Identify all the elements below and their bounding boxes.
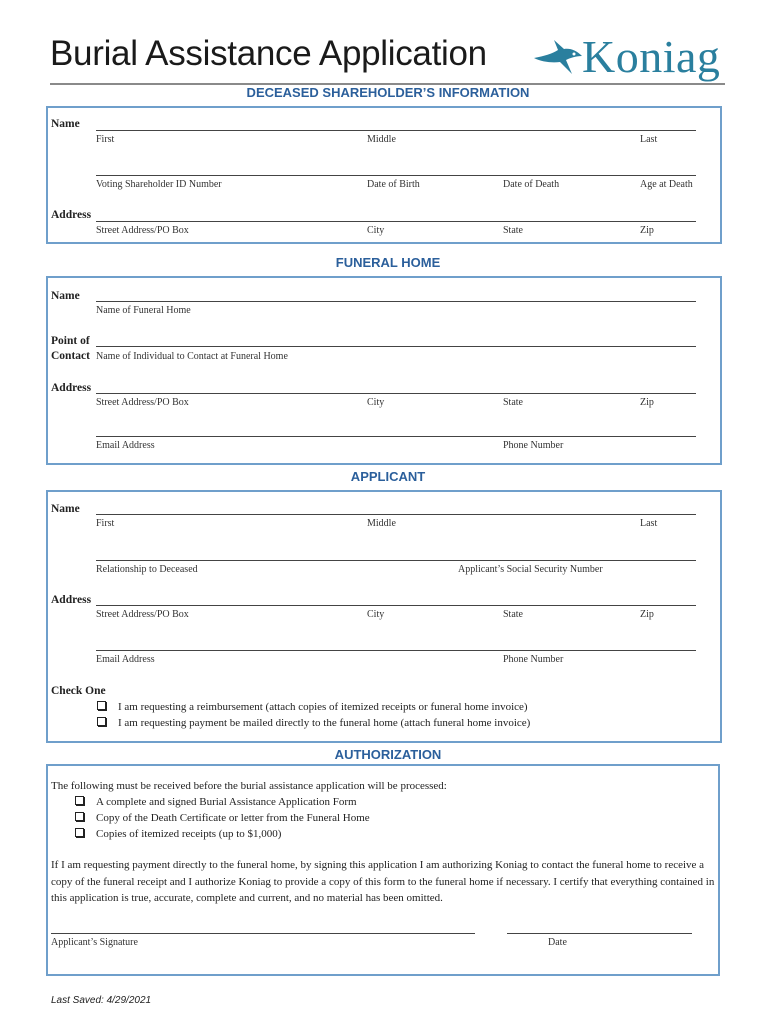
funeral-home-street-caption: Street Address/PO Box xyxy=(96,397,189,408)
applicant-name-field[interactable] xyxy=(96,514,696,515)
applicant-city-caption: City xyxy=(367,609,385,620)
deceased-id-dates-field[interactable] xyxy=(96,175,696,176)
reimbursement-checkbox[interactable] xyxy=(97,701,106,710)
signature-field[interactable] xyxy=(51,933,475,934)
deceased-first-caption: First xyxy=(96,134,115,145)
funeral-home-state-caption: State xyxy=(503,397,523,408)
applicant-email-caption: Email Address xyxy=(96,654,155,665)
direct-payment-checkbox[interactable] xyxy=(97,717,106,726)
funeral-home-name-field[interactable] xyxy=(96,301,696,302)
requirement-checkbox xyxy=(75,796,84,805)
applicant-email-phone-field[interactable] xyxy=(96,650,696,651)
section-title-authorization: AUTHORIZATION xyxy=(334,747,442,762)
funeral-home-zip-caption: Zip xyxy=(640,397,654,408)
deceased-zip-caption: Zip xyxy=(640,225,654,236)
applicant-state-caption: State xyxy=(503,609,523,620)
requirement-item xyxy=(75,828,281,840)
point-of-contact-field[interactable] xyxy=(96,346,696,347)
funeral-home-name-caption: Name of Funeral Home xyxy=(96,305,191,316)
applicant-address-label: Address xyxy=(51,594,92,606)
funeral-home-phone-caption: Phone Number xyxy=(503,440,564,451)
applicant-middle-caption: Middle xyxy=(367,518,396,529)
applicant-relationship-ssn-field[interactable] xyxy=(96,560,696,561)
reimbursement-option-label: I am requesting a reimbursement (attach copies of itemized receipts or funeral home invoice) xyxy=(118,701,528,713)
requirement-item-label: Copies of itemized receipts (up to $1,000) xyxy=(96,828,282,840)
signature-caption: Applicant’s Signature xyxy=(51,937,138,948)
deceased-name-label: Name xyxy=(51,118,80,130)
deceased-last-caption: Last xyxy=(640,134,658,145)
poc-caption: Name of Individual to Contact at Funeral Home xyxy=(96,351,288,362)
requirement-item xyxy=(75,812,370,824)
funeral-home-address-field[interactable] xyxy=(96,393,696,394)
deceased-name-field[interactable] xyxy=(96,130,696,131)
funeral-home-email-caption: Email Address xyxy=(96,440,155,451)
relationship-caption: Relationship to Deceased xyxy=(96,564,198,575)
requirement-item xyxy=(75,796,357,808)
requirement-item-label: Copy of the Death Certificate or letter from the Funeral Home xyxy=(96,812,370,824)
poc-label-line-2: Contact xyxy=(51,350,90,362)
deceased-middle-caption: Middle xyxy=(367,134,396,145)
requirement-checkbox xyxy=(75,812,84,821)
funeral-home-city-caption: City xyxy=(367,397,385,408)
funeral-home-address-label: Address xyxy=(51,382,92,394)
deceased-state-caption: State xyxy=(503,225,523,236)
koniag-logo xyxy=(532,30,732,86)
dob-caption: Date of Birth xyxy=(367,179,420,190)
date-field[interactable] xyxy=(507,933,692,934)
check-one-label: Check One xyxy=(51,685,106,697)
applicant-first-caption: First xyxy=(96,518,115,529)
section-title-deceased: DECEASED SHAREHOLDER’S INFORMATION xyxy=(246,85,530,100)
funeral-home-email-phone-field[interactable] xyxy=(96,436,696,437)
logo-wordmark: Koniag xyxy=(582,31,721,82)
applicant-address-field[interactable] xyxy=(96,605,696,606)
ssn-caption: Applicant’s Social Security Number xyxy=(458,564,603,575)
deceased-city-caption: City xyxy=(367,225,385,236)
age-caption: Age at Death xyxy=(640,179,693,190)
page-title: Burial Assistance Application xyxy=(50,34,487,73)
direct-payment-option-label: I am requesting payment be mailed directly to the funeral home (attach funeral home invoice) xyxy=(118,717,531,729)
applicant-phone-caption: Phone Number xyxy=(503,654,564,665)
deceased-street-caption: Street Address/PO Box xyxy=(96,225,189,236)
section-title-applicant: APPLICANT xyxy=(350,469,426,484)
requirement-item-label: A complete and signed Burial Assistance Application Form xyxy=(96,796,357,808)
deceased-address-label: Address xyxy=(51,209,92,221)
funeral-home-name-label: Name xyxy=(51,290,80,302)
bird-logo-icon xyxy=(532,36,584,80)
date-caption: Date xyxy=(548,937,567,948)
last-saved-footer: Last Saved: 4/29/2021 xyxy=(51,995,152,1006)
section-title-funeral-home: FUNERAL HOME xyxy=(335,255,441,270)
applicant-street-caption: Street Address/PO Box xyxy=(96,609,189,620)
deceased-address-field[interactable] xyxy=(96,221,696,222)
authorization-intro: The following must be received before the burial assistance application will be processed: xyxy=(51,780,447,792)
authorization-paragraph: If I am requesting payment directly to the funeral home, by signing this application I am authorizing Koniag to contact the funeral home to receive a copy of the funeral receipt and I authorize Koniag to provide a copy of this form to the funeral home if necessary. I certify that everything contained in this application is true, accurate, complete and current, and no material has been omitted. xyxy=(51,859,715,904)
applicant-name-label: Name xyxy=(51,503,80,515)
reimbursement-option[interactable] xyxy=(97,701,528,713)
voting-id-caption: Voting Shareholder ID Number xyxy=(96,179,222,190)
applicant-last-caption: Last xyxy=(640,518,658,529)
applicant-zip-caption: Zip xyxy=(640,609,654,620)
dod-caption: Date of Death xyxy=(503,179,560,190)
poc-label-line-1: Point of xyxy=(51,335,90,347)
direct-payment-option[interactable] xyxy=(97,717,530,729)
requirement-checkbox xyxy=(75,828,84,837)
